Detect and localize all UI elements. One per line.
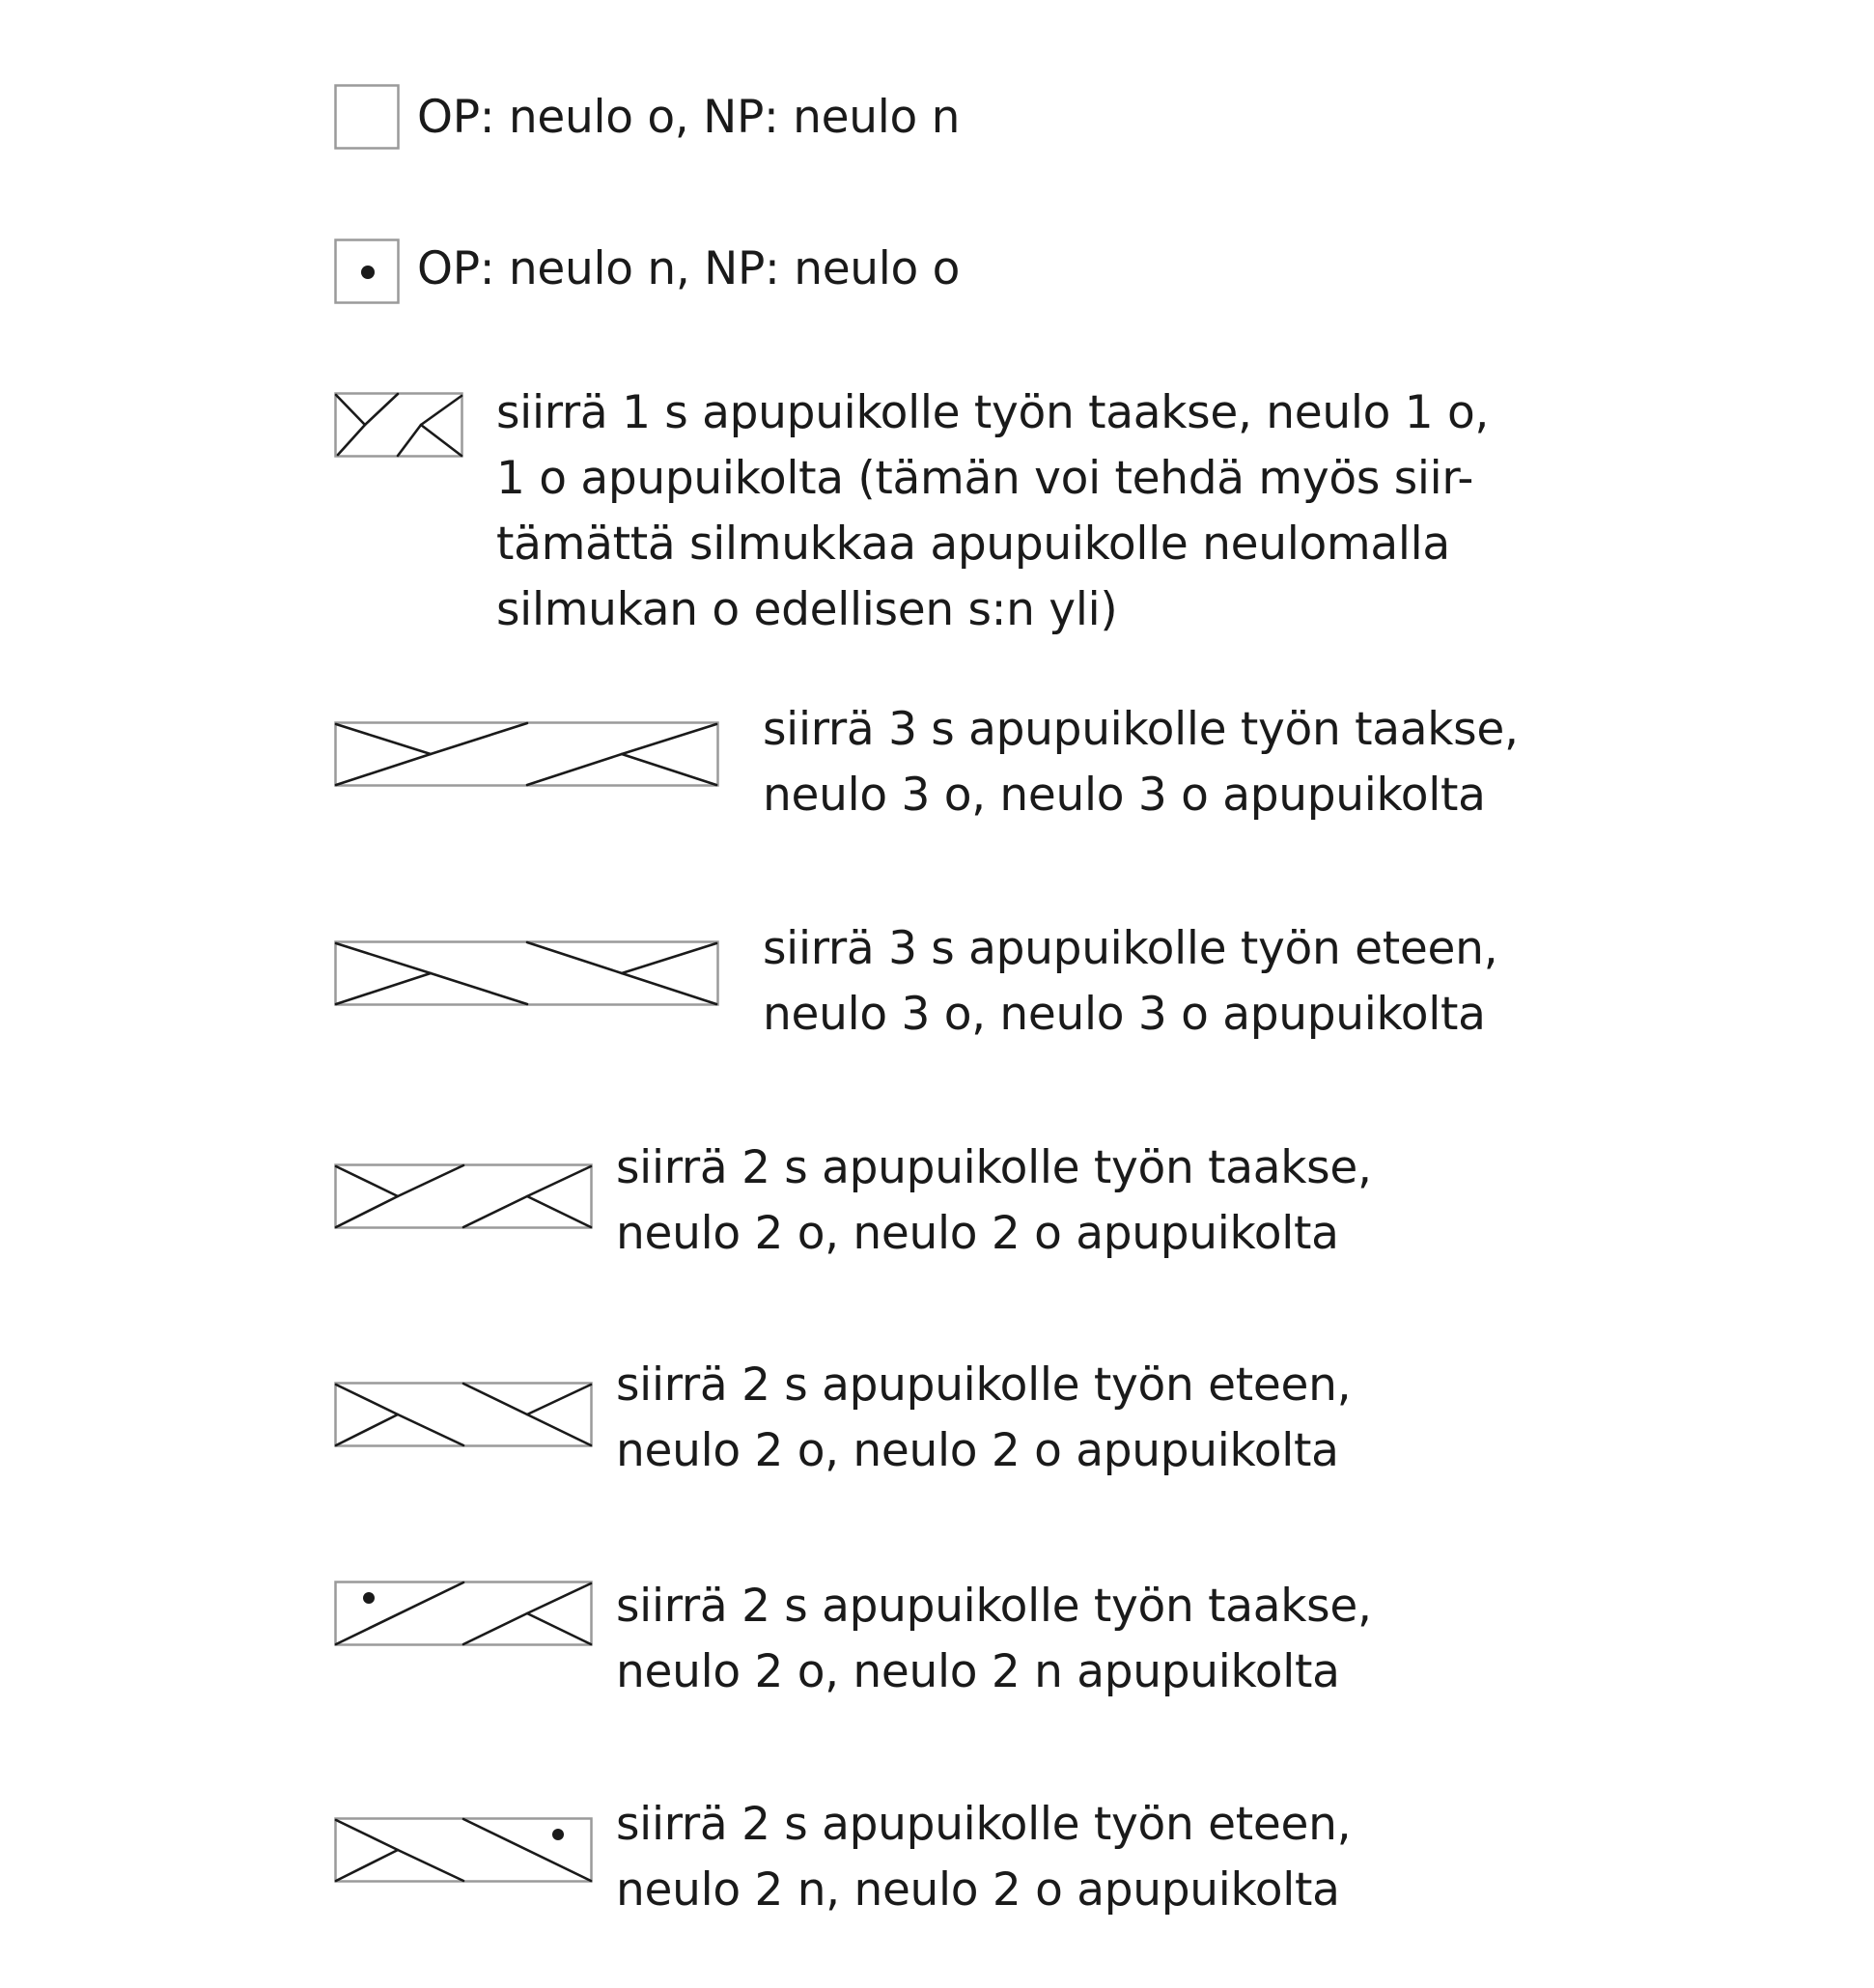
legend-line: neulo 3 o, neulo 3 o apupuikolta [763,769,1486,822]
legend-line: siirrä 1 s apupuikolle työn taakse, neulo 1 o, [496,386,1490,439]
legend-line: neulo 2 o, neulo 2 n apupuikolta [616,1645,1340,1698]
legend-description [616,1574,1372,1705]
legend-description [417,237,960,302]
legend-line: OP: neulo o, NP: neulo n [417,91,961,144]
legend-line: neulo 2 o, neulo 2 o apupuikolta [616,1424,1339,1477]
cable-2-over-2-left-purl-icon [334,1817,595,1885]
cable-2-over-2-right-icon [334,1163,595,1231]
cable-3-over-3-left-icon [334,940,720,1008]
legend-description [616,1135,1372,1267]
legend-description [616,1792,1351,1923]
legend-description [417,85,960,151]
legend-description [763,697,1519,828]
legend-line: silmukan o edellisen s:n yli) [496,583,1118,636]
legend-line: siirrä 2 s apupuikolle työn eteen, [616,1358,1352,1412]
legend-description [616,1353,1351,1484]
legend-line: siirrä 3 s apupuikolle työn taakse, [763,703,1519,756]
cable-1-over-1-right-icon [334,392,464,460]
purl-dot-square-icon [334,238,402,306]
legend-line: 1 o apupuikolta (tämän voi tehdä myös siir- [496,452,1474,505]
legend-line: neulo 2 o, neulo 2 o apupuikolta [616,1207,1339,1260]
cable-2-over-2-right-purl-icon [334,1581,595,1648]
cable-2-over-2-left-icon [334,1382,595,1449]
legend-line: siirrä 3 s apupuikolle työn eteen, [763,922,1498,975]
knit-square-icon [334,84,402,152]
legend-line: neulo 3 o, neulo 3 o apupuikolta [763,988,1486,1041]
legend-description [496,380,1489,643]
legend-line: neulo 2 n, neulo 2 o apupuikolta [616,1863,1340,1917]
legend-line: siirrä 2 s apupuikolle työn taakse, [616,1141,1372,1194]
legend-line: tämättä silmukkaa apupuikolle neulomalla [496,518,1450,571]
cable-3-over-3-right-icon [334,721,720,789]
legend-line: siirrä 2 s apupuikolle työn eteen, [616,1798,1352,1851]
legend-line: siirrä 2 s apupuikolle työn taakse, [616,1580,1372,1633]
legend-line: OP: neulo n, NP: neulo o [417,242,961,295]
legend-description [763,916,1497,1048]
